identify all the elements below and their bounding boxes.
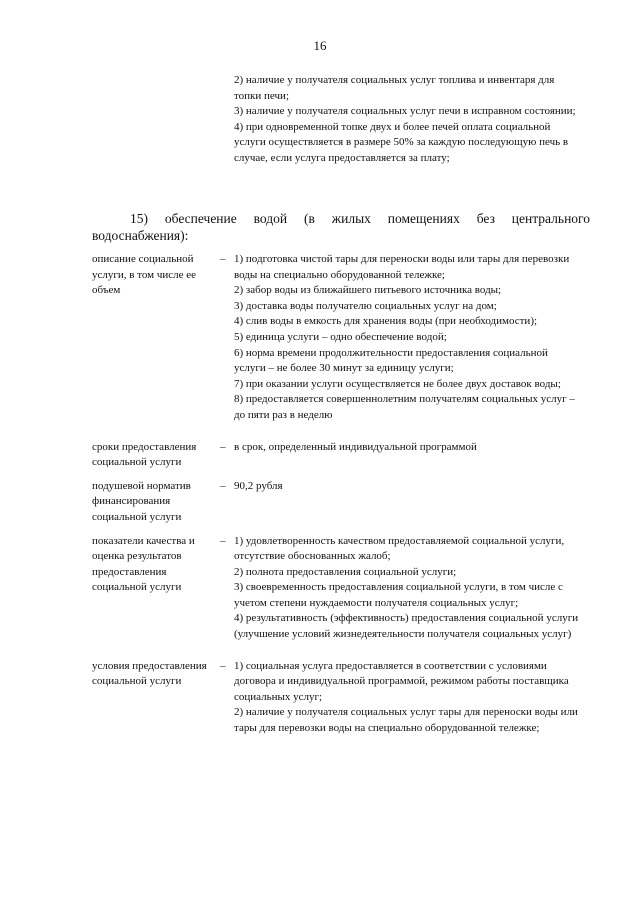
row-content — [234, 659, 582, 737]
list-item: 6) норма времени продолжительности предоставления социальной услуги – не более 30 минут за единицу услуги; — [234, 346, 548, 375]
list-item: 2) забор воды из ближайшего питьевого источника воды; — [234, 284, 502, 297]
row-label: условия предоставления социальной услуги — [92, 659, 207, 688]
page-number: 16 — [313, 38, 327, 53]
list-item: 1) подготовка чистой тары для переноски воды или тары для перевозки воды на специально оборудованной тележке; — [234, 253, 570, 281]
intro-item: 2) наличие у получателя социальных услуг топлива и инвентаря для топки печи; — [234, 74, 555, 102]
intro-item: 3) наличие у получателя социальных услуг печи в исправном состоянии; — [234, 105, 576, 118]
list-item: 1) социальная услуга предоставляется в соответствии с условиями договора и индивидуальной программой, режимом работы поставщика социальных услуг; — [234, 659, 569, 703]
row-dash: – — [220, 253, 226, 265]
row-content — [234, 252, 582, 424]
row-label: подушевой норматив финансирования социальной услуги — [92, 479, 191, 523]
list-item: 1) удовлетворенность качеством предоставляемой социальной услуги, отсутствие обоснованных жалоб; — [234, 534, 565, 563]
service-parameters-table — [92, 252, 592, 737]
list-item: 3) своевременность предоставления социальной услуги, в том числе с учетом степени нуждаемости получателя социальных услуг; — [234, 581, 563, 609]
section-heading-line2: водоснабжения): — [92, 228, 189, 243]
row-conditions — [92, 659, 592, 737]
row-label: сроки предоставления социальной услуги — [92, 440, 197, 469]
section-heading-line1: 15) обеспечение водой (в жилых помещениях без центрального — [130, 211, 590, 226]
intro-item: 4) при одновременной топке двух и более печей оплата социальной услуги осуществляется в размере 50% за каждую последующую печь в случае, если услуга предоставляется за плату; — [234, 120, 569, 164]
section-heading — [92, 210, 590, 244]
row-dash: – — [220, 440, 226, 453]
list-item: 5) единица услуги – одно обеспечение водой; — [234, 330, 447, 343]
row-content — [234, 479, 582, 526]
row-content — [234, 440, 582, 471]
row-label: показатели качества и оценка результатов предоставления социальной услуги — [92, 534, 195, 594]
list-item: 2) наличие у получателя социальных услуг тары для переноски воды или тары для перевозки воды на специально оборудованной тележке; — [234, 706, 578, 735]
list-item: 7) при оказании услуги осуществляется не более двух доставок воды; — [234, 377, 561, 390]
row-funding-standard — [92, 479, 592, 526]
list-item: в срок, определенный индивидуальной программой — [234, 440, 477, 453]
row-quality-indicators — [92, 534, 592, 643]
row-terms — [92, 440, 592, 471]
row-content — [234, 534, 582, 643]
list-item: 4) слив воды в емкость для хранения воды (при необходимости); — [234, 315, 538, 328]
row-dash: – — [220, 479, 226, 492]
list-item: 3) доставка воды получателю социальных услуг на дом; — [234, 299, 497, 312]
intro-list — [234, 73, 579, 167]
list-item: 2) полнота предоставления социальной услуги; — [234, 565, 457, 578]
row-label: описание социальной услуги, в том числе ее объем — [92, 253, 197, 297]
list-item: 8) предоставляется совершеннолетним получателям социальных услуг – до пяти раз в неделю — [234, 393, 575, 421]
row-description — [92, 252, 592, 424]
row-dash: – — [220, 534, 226, 547]
list-item: 4) результативность (эффективность) предоставления социальной услуги (улучшение условий жизнедеятельности получателя социальных услуг) — [234, 612, 579, 641]
row-dash: – — [220, 659, 226, 672]
list-item: 90,2 рубля — [234, 479, 283, 492]
